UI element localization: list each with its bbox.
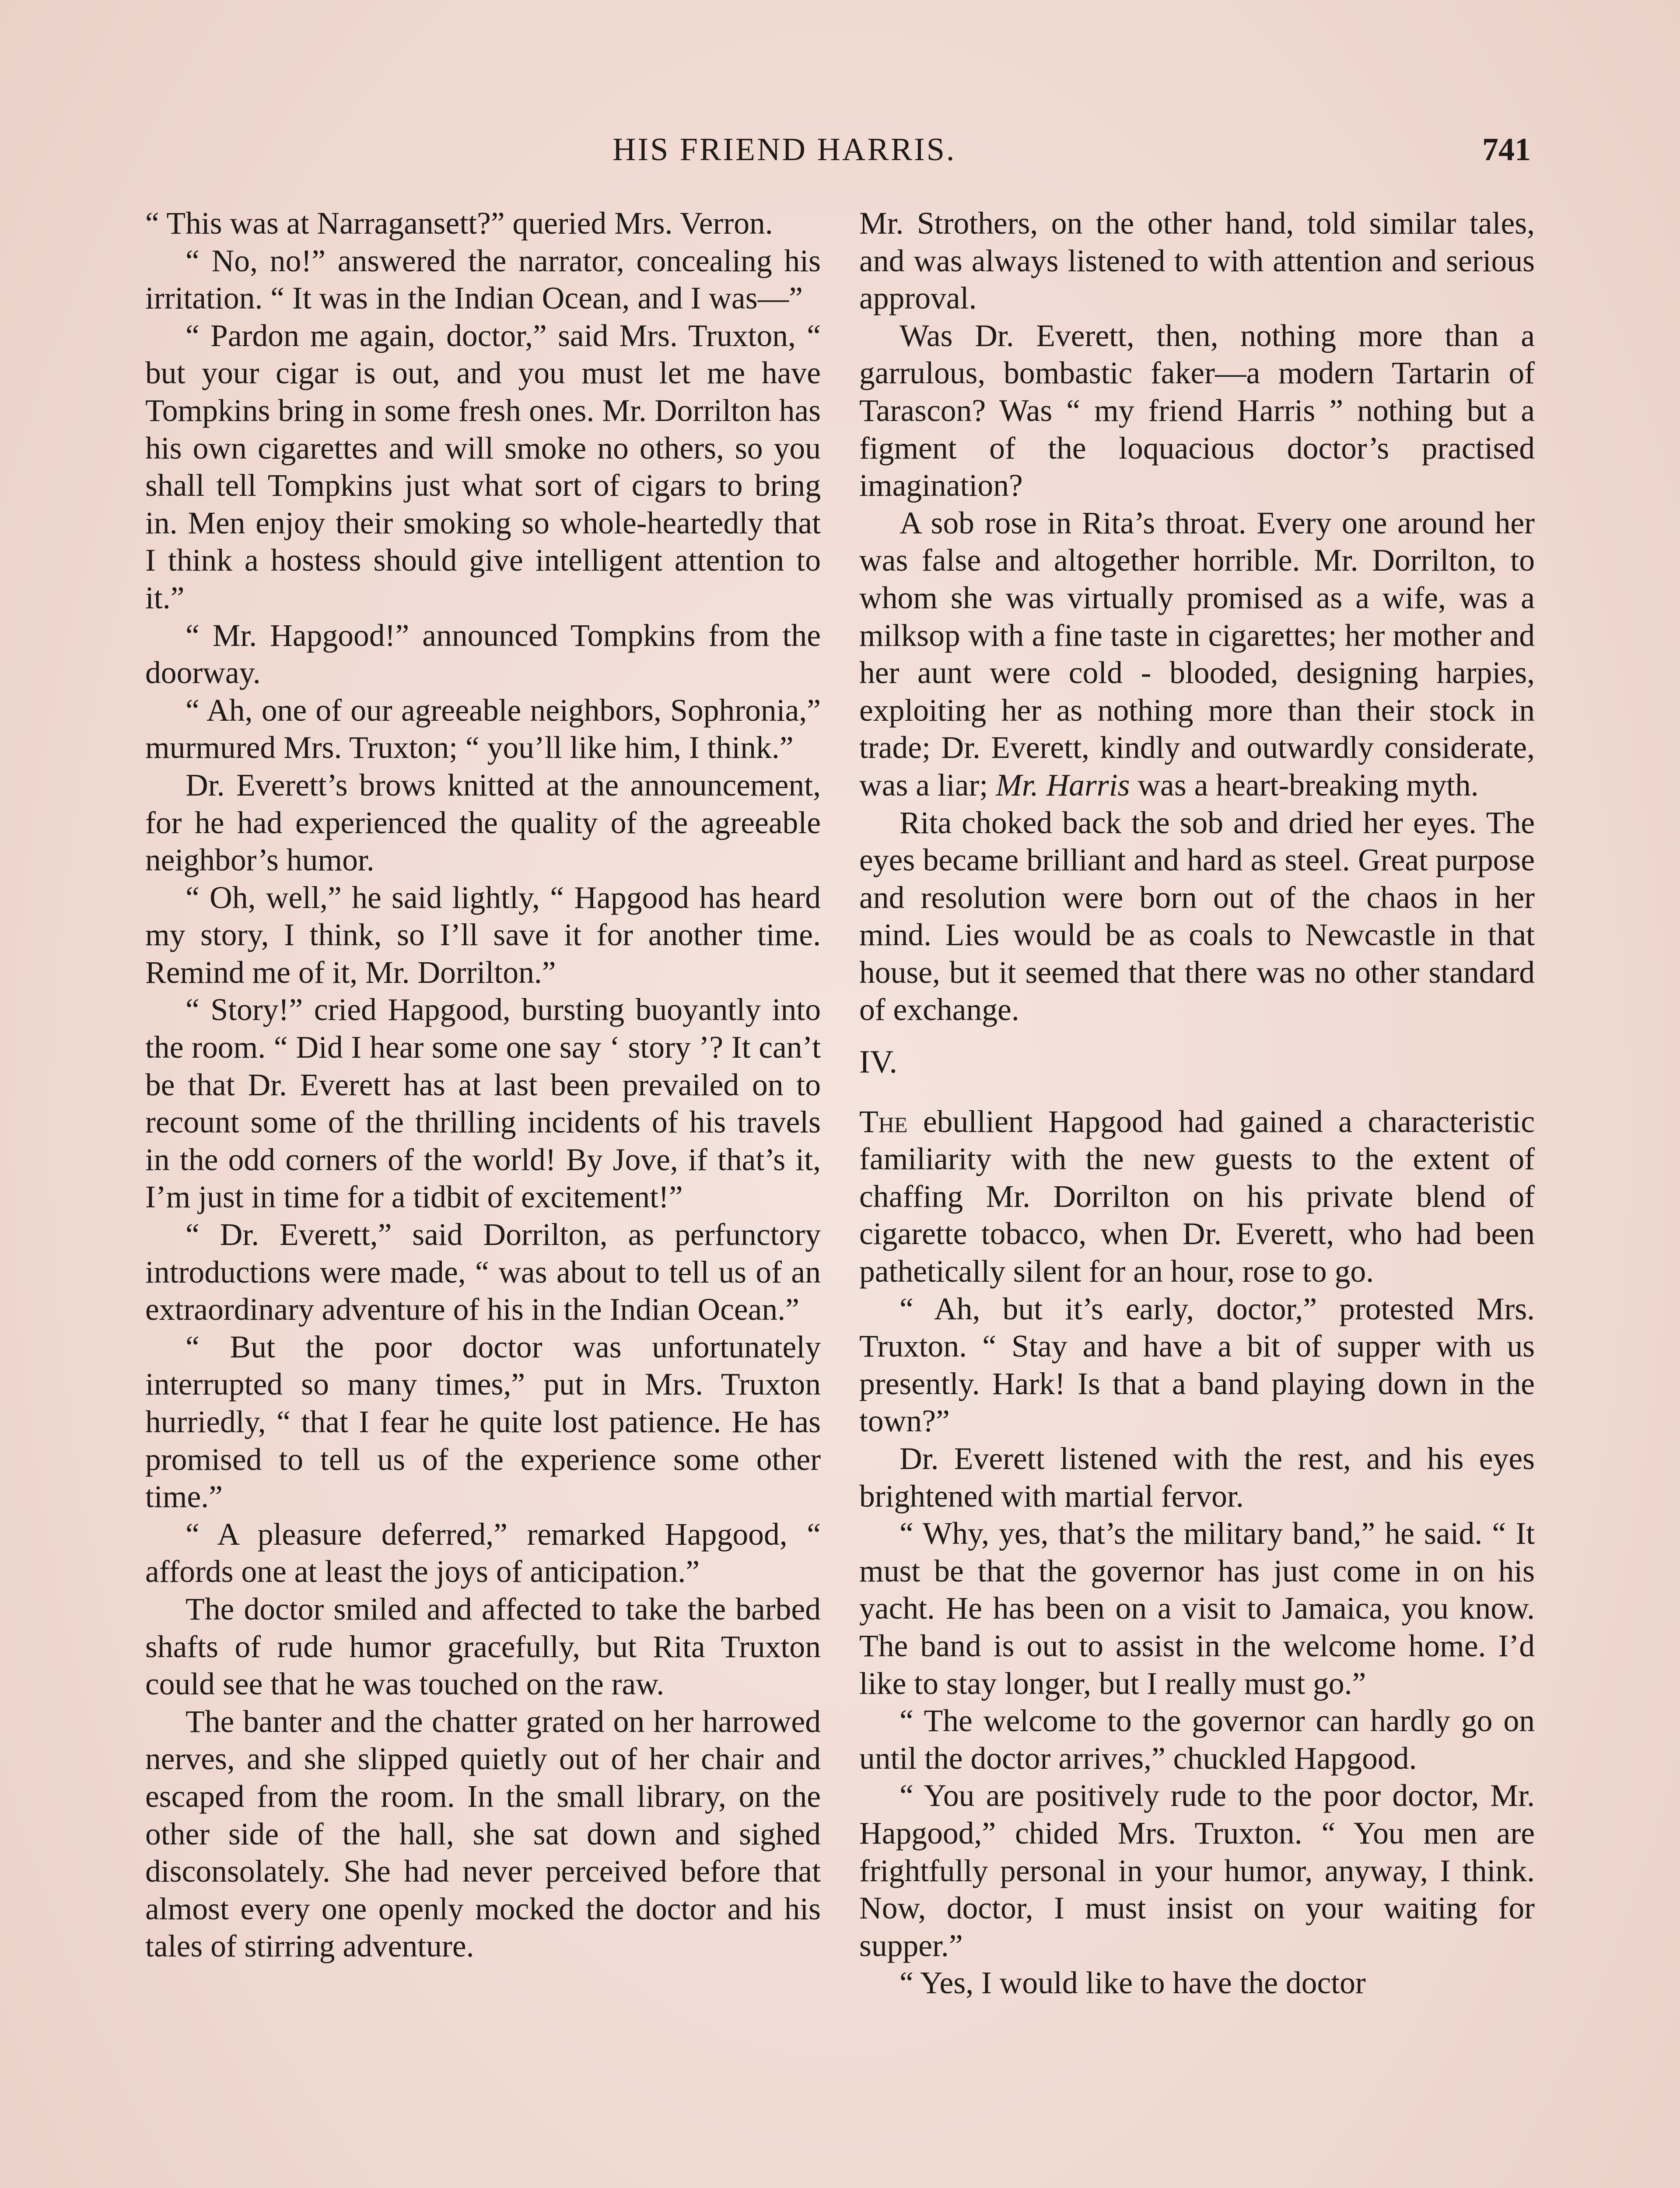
paragraph: “ The welcome to the governor can hardly go on until the doctor arrives,” chuckled Hapgood. <box>859 1704 1535 1776</box>
paragraph: “ Why, yes, that’s the military band,” he said. “ It must be that the governor has just come in on his yacht. He has been on a visit to Jamaica, you know. The band is out to assist in the welcome home. I’d like to stay longer, but I really must go.” <box>859 1516 1535 1701</box>
paragraph: “ No, no!” answered the narrator, concealing his irritation. “ It was in the Indian Ocean, and I was—” <box>145 243 821 316</box>
left-column <box>145 205 821 1965</box>
running-head: HIS FRIEND HARRIS. <box>612 132 956 168</box>
section-heading: IV. <box>859 1044 898 1080</box>
paragraph-sob <box>859 505 1535 804</box>
paragraph: “ Pardon me again, doctor,” said Mrs. Truxton, “ but your cigar is out, and you must let me have Tompkins bring in some fresh ones. Mr. Dorrilton has his own cigarettes and will smoke no others, so you shall tell Tompkins just what sort of cigars to bring in. Men enjoy their smoking so whole-heartedly that I think a hostess should give intelligent attention to it.” <box>145 318 821 615</box>
text-run: A sob rose in Rita’s throat. Every one around her was false and altogether horrible. Mr. Dorrilton, to whom she was virtually promised as a wife, was a milksop with a fine taste in cigarettes; her mother and her aunt were cold - blooded, designing harpies, exploiting her as nothing more than their stock in trade; Dr. Everett, kindly and outwardly considerate, was a liar; <box>859 505 1535 803</box>
text-run: was a heart-breaking myth. <box>1130 768 1479 803</box>
paragraph: “ But the poor doctor was unfortunately interrupted so many times,” put in Mrs. Truxton hurriedly, “ that I fear he quite lost patience. He has promised to tell us of the experience some other time.” <box>145 1329 821 1515</box>
paragraph: Dr. Everett listened with the rest, and his eyes brightened with martial fervor. <box>859 1441 1535 1514</box>
paragraph: Dr. Everett’s brows knitted at the announcement, for he had experienced the quality of the agreeable neighbor’s humor. <box>145 768 821 878</box>
paragraph: “ Story!” cried Hapgood, bursting buoyantly into the room. “ Did I hear some one say ‘ story ’? It can’t be that Dr. Everett has at last been prevailed on to recount some of the thrilling incidents of his travels in the odd corners of the world! By Jove, if that’s it, I’m just in time for a tidbit of excitement!” <box>145 992 821 1215</box>
paragraph: “ This was at Narragansett?” queried Mrs. Verron. <box>145 206 773 241</box>
paragraph: “ Ah, one of our agreeable neighbors, Sophronia,” murmured Mrs. Truxton; “ you’ll like him, I think.” <box>145 693 821 765</box>
paragraph: “ Yes, I would like to have the doctor <box>900 1966 1366 2001</box>
paragraph: “ Mr. Hapgood!” announced Tompkins from the doorway. <box>145 618 821 691</box>
section-first-paragraph <box>859 1103 1535 1290</box>
paragraph: “ You are positively rude to the poor doctor, Mr. Hapgood,” chided Mrs. Truxton. “ You men are frightfully personal in your humor, anyway, I think. Now, doctor, I must insist on your waiting for supper.” <box>859 1778 1535 1963</box>
text-run: ebullient Hapgood had gained a characteristic familiarity with the new guests to the extent of chaffing Mr. Dorrilton on his private blend of cigarette tobacco, when Dr. Everett, who had been pathetically silent for an hour, rose to go. <box>859 1104 1535 1289</box>
italic-name: Mr. Harris <box>996 768 1130 803</box>
paragraph: The banter and the chatter grated on her harrowed nerves, and she slipped quietly out of her chair and escaped from the room. In the small library, on the other side of the hall, she sat down and sighed disconsolately. She had never perceived before that almost every one openly mocked the doctor and his tales of stirring adventure. <box>145 1704 821 1964</box>
smallcaps-lead: The <box>859 1104 908 1139</box>
paragraph: Rita choked back the sob and dried her eyes. The eyes became brilliant and hard as steel. Great purpose and resolution were born out of the chaos in her mind. Lies would be as coals to Newcastle in that house, but it seemed that there was no other standard of exchange. <box>859 805 1535 1027</box>
paragraph: The doctor smiled and affected to take the barbed shafts of rude humor gracefully, but Rita Truxton could see that he was touched on the raw. <box>145 1592 821 1702</box>
right-column <box>859 205 1535 2002</box>
paragraph: “ A pleasure deferred,” remarked Hapgood, “ affords one at least the joys of anticipation.” <box>145 1517 821 1589</box>
paragraph: Was Dr. Everett, then, nothing more than a garrulous, bombastic faker—a modern Tartarin of Tarascon? Was “ my friend Harris ” nothing but a figment of the loquacious doctor’s practised imagination? <box>859 318 1535 503</box>
paragraph: “ Oh, well,” he said lightly, “ Hapgood has heard my story, I think, so I’ll save it for another time. Remind me of it, Mr. Dorrilton.” <box>145 880 821 990</box>
page-number: 741 <box>1482 132 1531 168</box>
paragraph: “ Ah, but it’s early, doctor,” protested Mrs. Truxton. “ Stay and have a bit of supper with us presently. Hark! Is that a band playing down in the town?” <box>859 1291 1535 1439</box>
paragraph: Mr. Strothers, on the other hand, told similar tales, and was always listened to with attention and serious approval. <box>859 206 1535 316</box>
paragraph: “ Dr. Everett,” said Dorrilton, as perfunctory introductions were made, “ was about to tell us of an extraordinary adventure of his in the Indian Ocean.” <box>145 1217 821 1327</box>
